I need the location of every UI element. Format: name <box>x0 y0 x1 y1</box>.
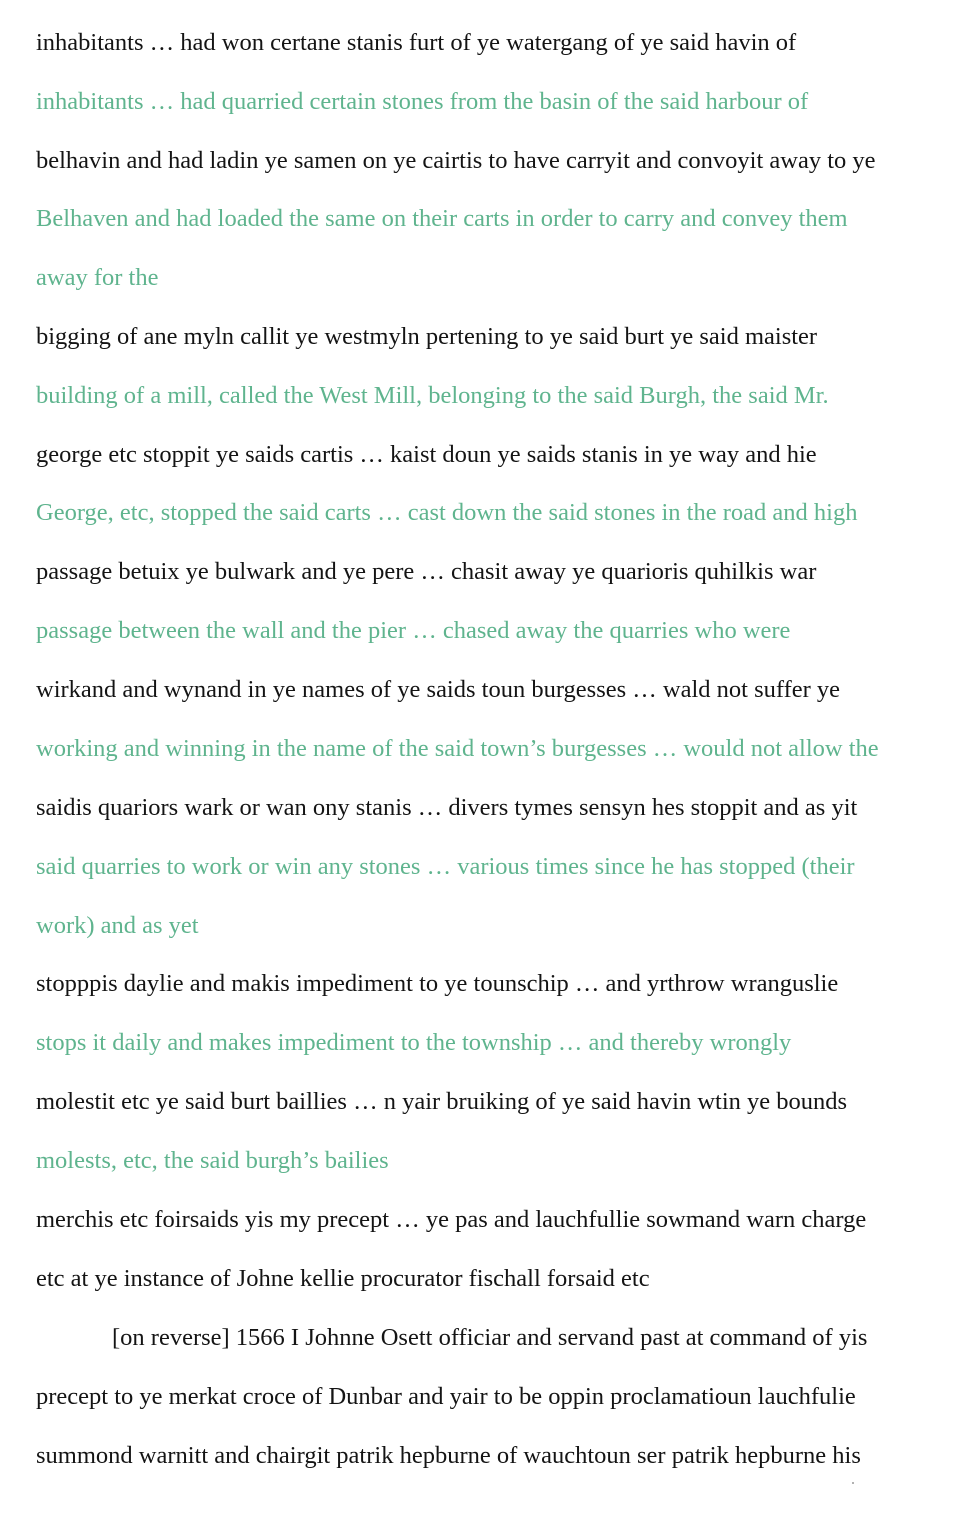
translation-line: away for the <box>36 264 159 291</box>
translation-line: work) and as yet <box>36 912 199 939</box>
scan-speck <box>852 1482 854 1484</box>
translation-line: molests, etc, the said burgh’s bailies <box>36 1147 389 1174</box>
original-line: belhavin and had ladin ye samen on ye cairtis to have carryit and convoyit away to ye <box>36 147 876 174</box>
original-line: molestit etc ye said burt baillies … n yair bruiking of ye said havin wtin ye bounds <box>36 1088 848 1115</box>
translation-line: said quarries to work or win any stones … various times since he has stopped (their <box>36 853 855 880</box>
original-line: inhabitants … had won certane stanis furt of ye watergang of ye said havin of <box>36 29 797 56</box>
original-line: saidis quariors wark or wan ony stanis … divers tymes sensyn hes stoppit and as yit <box>36 794 858 821</box>
original-line-indented: [on reverse] 1566 I Johnne Osett officiar and servand past at command of yis <box>112 1324 868 1351</box>
original-line: merchis etc foirsaids yis my precept … ye pas and lauchfullie sowmand warn charge <box>36 1206 867 1233</box>
original-line: wirkand and wynand in ye names of ye saids toun burgesses … wald not suffer ye <box>36 676 841 703</box>
translation-line: stops it daily and makes impediment to the township … and thereby wrongly <box>36 1029 792 1056</box>
original-line: etc at ye instance of Johne kellie procurator fischall forsaid etc <box>36 1265 650 1292</box>
original-line: summond warnitt and chairgit patrik hepburne of wauchtoun ser patrik hepburne his <box>36 1442 861 1469</box>
translation-line: building of a mill, called the West Mill, belonging to the said Burgh, the said Mr. <box>36 382 829 409</box>
original-line: george etc stoppit ye saids cartis … kaist doun ye saids stanis in ye way and hie <box>36 441 817 468</box>
original-line: bigging of ane myln callit ye westmyln pertening to ye said burt ye said maister <box>36 323 818 350</box>
translation-line: working and winning in the name of the said town’s burgesses … would not allow the <box>36 735 879 762</box>
translation-line: Belhaven and had loaded the same on their carts in order to carry and convey them <box>36 205 848 232</box>
original-line: passage betuix ye bulwark and ye pere … chasit away ye quarioris quhilkis war <box>36 558 817 585</box>
translation-line: inhabitants … had quarried certain stones from the basin of the said harbour of <box>36 88 809 115</box>
original-line: stopppis daylie and makis impediment to ye tounschip … and yrthrow wranguslie <box>36 970 839 997</box>
original-line: precept to ye merkat croce of Dunbar and yair to be oppin proclamatioun lauchfulie <box>36 1383 856 1410</box>
translation-line: passage between the wall and the pier … chased away the quarries who were <box>36 617 791 644</box>
translation-line: George, etc, stopped the said carts … cast down the said stones in the road and high <box>36 499 858 526</box>
